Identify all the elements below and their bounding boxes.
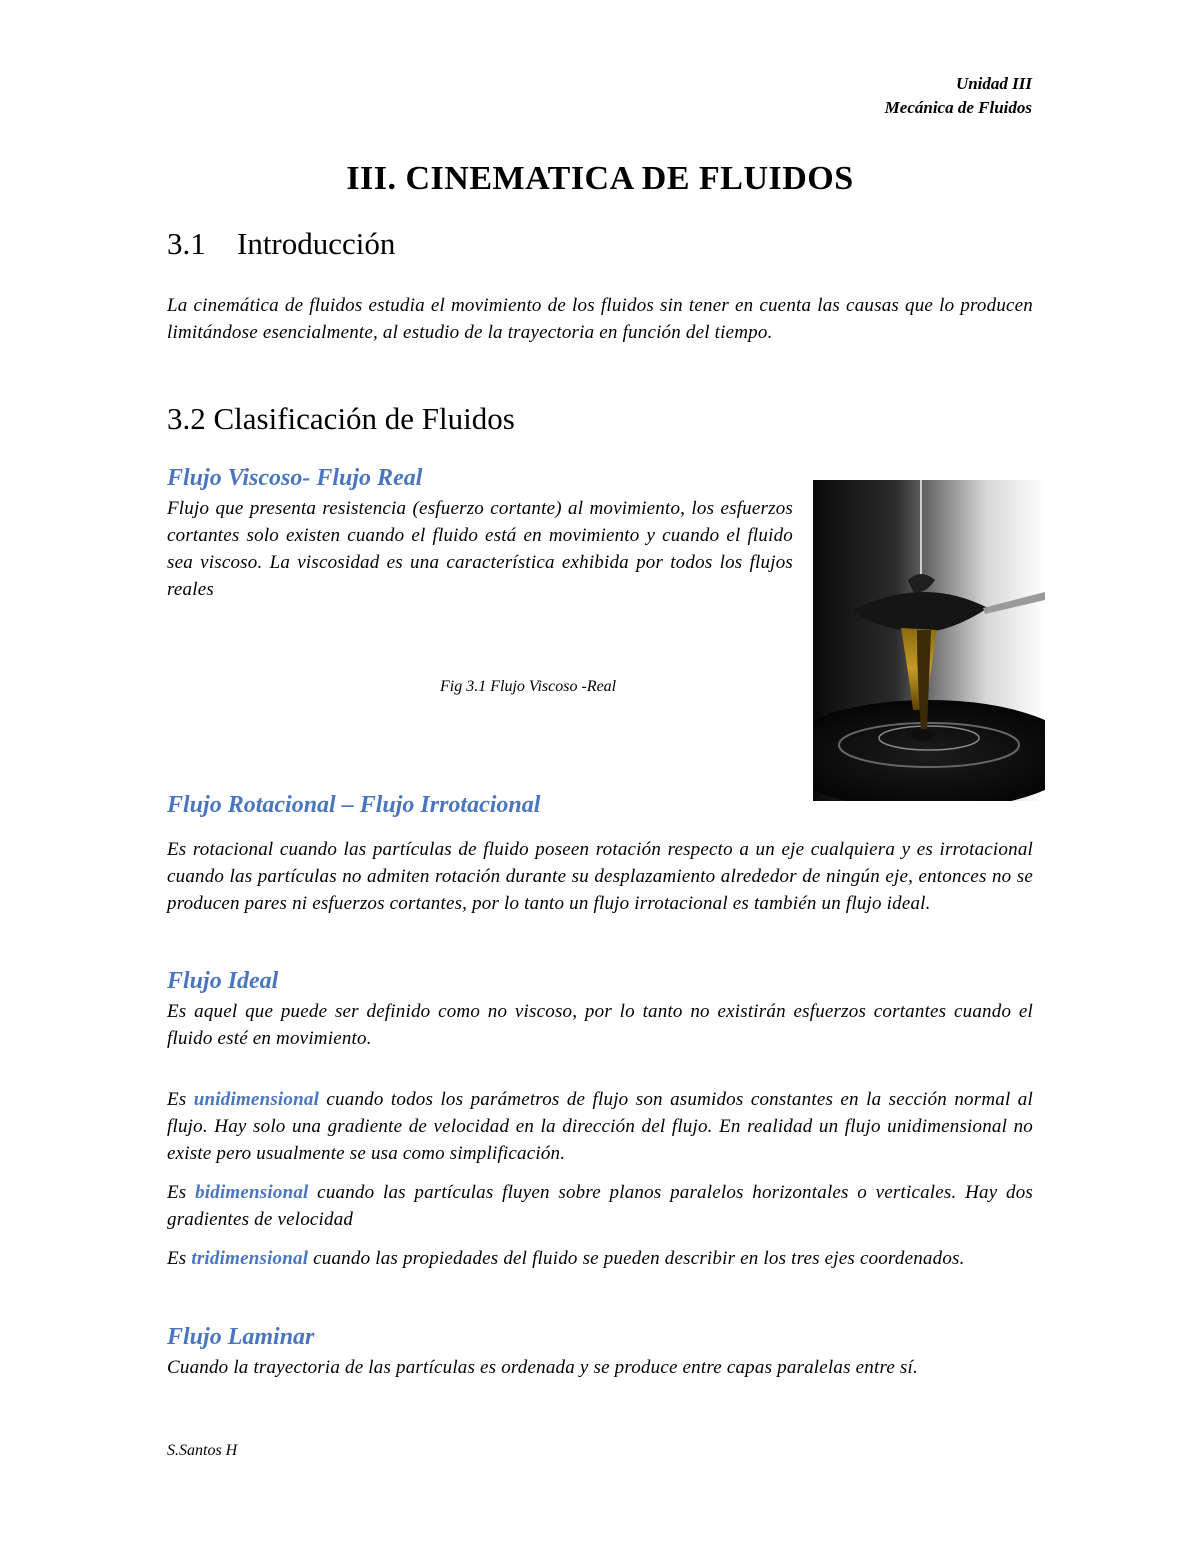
header-unit: Unidad III — [955, 74, 1032, 93]
ideal-text: Es aquel que puede ser definido como no viscoso, por lo tanto no existirán esfuerzos cortantes cuando el fluido esté en movimiento. — [167, 1001, 1033, 1049]
bi-pre: Es — [167, 1182, 196, 1203]
unidimensional-paragraph — [167, 1086, 1033, 1167]
section-classification-heading: 3.2 Clasificación de Fluidos — [167, 401, 515, 436]
uni-post: cuando todos los parámetros de flujo son asumidos constantes en la sección normal al flujo. Hay solo una gradiente de velocidad en la dirección del flujo. En realidad un flujo unidimensional no existe pero usualmente se usa como simplificación. — [167, 1089, 1033, 1164]
rotational-paragraph — [167, 836, 1033, 917]
viscous-text: Flujo que presenta resistencia (esfuerzo cortante) al movimiento, los esfuerzos cortantes solo existen cuando el fluido está en movimiento y cuando el fluido sea viscoso. La viscosidad es una característica exhibida por todos los flujos reales — [167, 498, 793, 600]
bi-post: cuando las partículas fluyen sobre planos paralelos horizontales o verticales. Hay dos gradientes de velocidad — [167, 1182, 1034, 1230]
tridimensional-paragraph — [167, 1245, 1033, 1272]
page-title: III. CINEMATICA DE FLUIDOS — [346, 160, 854, 197]
tri-pre: Es — [167, 1248, 192, 1269]
figure-caption: Fig 3.1 Flujo Viscoso -Real — [440, 678, 617, 695]
section-intro-heading — [167, 226, 395, 262]
tri-post: cuando las propiedades del fluido se pueden describir en los tres ejes coordenados. — [308, 1248, 965, 1269]
viscous-heading: Flujo Viscoso- Flujo Real — [167, 465, 423, 491]
intro-paragraph — [167, 292, 1033, 346]
laminar-text: Cuando la trayectoria de las partículas es ordenada y se produce entre capas paralelas entre sí. — [167, 1357, 918, 1378]
ideal-paragraph — [167, 998, 1033, 1052]
rotational-text: Es rotacional cuando las partículas de fluido poseen rotación respecto a un eje cualquiera y es irrotacional cuando las partículas no admiten rotación durante su desplazamiento alrededor de ningún eje, entonces no se producen pares ni esfuerzos cortantes, por lo tanto un flujo irrotacional es también un flujo ideal. — [167, 839, 1033, 914]
intro-text: La cinemática de fluidos estudia el movimiento de los fluidos sin tener en cuenta las causas que lo producen limitándose esencialmente, al estudio de la trayectoria en función del tiempo. — [167, 295, 1033, 343]
viscous-fluid-photo — [813, 480, 1045, 801]
laminar-paragraph — [167, 1354, 1033, 1381]
section-number: 3.1 — [167, 226, 206, 261]
uni-pre: Es — [167, 1089, 194, 1110]
page-footer: S.Santos H — [167, 1442, 238, 1459]
bidimensional-paragraph — [167, 1179, 1033, 1233]
page-header — [885, 72, 1032, 120]
viscous-paragraph — [167, 495, 793, 603]
laminar-heading: Flujo Laminar — [167, 1324, 315, 1350]
unidimensional-term: unidimensional — [193, 1089, 320, 1110]
bidimensional-term: bidimensional — [195, 1182, 309, 1203]
section-title: Introducción — [237, 226, 396, 261]
ideal-heading: Flujo Ideal — [167, 968, 279, 994]
header-course: Mecánica de Fluidos — [884, 98, 1032, 117]
tridimensional-term: tridimensional — [191, 1248, 309, 1269]
rotational-heading: Flujo Rotacional – Flujo Irrotacional — [167, 792, 541, 818]
